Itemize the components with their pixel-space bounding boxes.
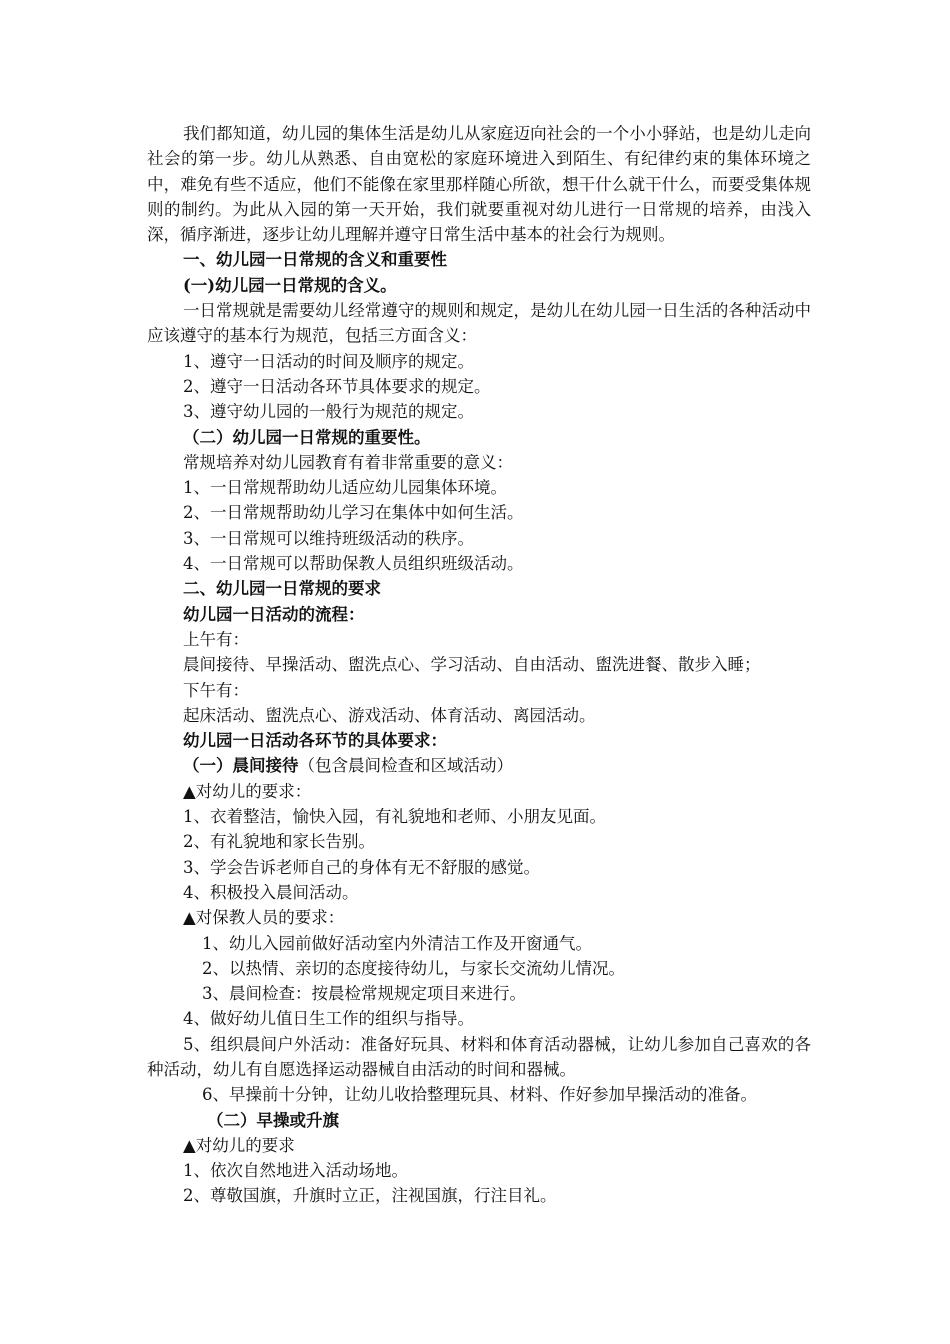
part1-child-label: ▲对幼儿的要求： (183, 781, 312, 801)
part1-heading-note: （包含晨间检查和区域活动） (298, 756, 513, 776)
afternoon-list: 起床活动、盥洗点心、游戏活动、体育活动、离园活动。 (183, 705, 596, 725)
list-item: 4、一日常规可以帮助保教人员组织班级活动。 (183, 554, 524, 574)
section1-sub1-paragraph: 一日常规就是需要幼儿经常遵守的规则和规定，是幼儿在幼儿园一日生活的各种活动中应该遵守的基本行为规范，包括三方面含义： (147, 301, 811, 346)
section2-heading: 二、幼儿园一日常规的要求 (183, 579, 381, 599)
list-item: 4、做好幼儿值日生工作的组织与指导。 (183, 1009, 474, 1029)
list-item: 2、以热情、亲切的态度接待幼儿，与家长交流幼儿情况。 (202, 958, 625, 978)
list-item: 1、一日常规帮助幼儿适应幼儿园集体环境。 (183, 478, 507, 498)
part1-heading-title: （一）晨间接待 (183, 756, 299, 776)
detail-heading: 幼儿园一日活动各环节的具体要求： (183, 731, 447, 751)
part2-heading: （二）早操或升旗 (207, 1110, 339, 1130)
intro-paragraph: 我们都知道，幼儿园的集体生活是幼儿从家庭迈向社会的一个小小驿站，也是幼儿走向社会的第一步。幼儿从熟悉、自由宽松的家庭环境进入到陌生、有纪律约束的集体环境之中，难免有些不适应，他们不能像在家里那样随心所欲，想干什么就干什么，而要受集体规则的制约。为此从入园的第一天开始，我们就要重视对幼儿进行一日常规的培养，由浅入深，循序渐进，逐步让幼儿理解并遵守日常生活中基本的社会行为规则。 (147, 124, 811, 245)
section1-sub2-heading: （二）幼儿园一日常规的重要性。 (183, 427, 431, 447)
list-item: 3、晨间检查：按晨检常规规定项目来进行。 (202, 984, 526, 1004)
list-item: 6、早操前十分钟，让幼儿收拾整理玩具、材料、作好参加早操活动的准备。 (202, 1085, 757, 1105)
morning-list: 晨间接待、早操活动、盥洗点心、学习活动、自由活动、盥洗进餐、散步入睡； (183, 655, 761, 675)
list-item: 4、积极投入晨间活动。 (183, 882, 359, 902)
list-item: 1、衣着整洁，愉快入园，有礼貌地和老师、小朋友见面。 (183, 807, 606, 827)
list-item: 2、有礼貌地和家长告别。 (183, 832, 375, 852)
section1-sub2-paragraph: 常规培养对幼儿园教育有着非常重要的意义： (183, 452, 513, 472)
afternoon-label: 下午有： (183, 680, 249, 700)
list-item: 2、遵守一日活动各环节具体要求的规定。 (183, 376, 491, 396)
list-item: 1、遵守一日活动的时间及顺序的规定。 (183, 351, 474, 371)
list-item: 1、依次自然地进入活动场地。 (183, 1161, 408, 1181)
list-item: 5、组织晨间户外活动：准备好玩具、材料和体育活动器械，让幼儿参加自己喜欢的各种活动，幼儿有自愿选择运动器械自由活动的时间和器械。 (147, 1034, 811, 1079)
list-item: 3、学会告诉老师自己的身体有无不舒服的感觉。 (183, 857, 540, 877)
part1-staff-label: ▲对保教人员的要求： (183, 908, 345, 928)
section1-sub1-heading: (一)幼儿园一日常规的含义。 (183, 275, 397, 295)
section1-heading: 一、幼儿园一日常规的含义和重要性 (183, 250, 447, 270)
list-item: 1、幼儿入园前做好活动室内外清洁工作及开窗通气。 (202, 933, 592, 953)
part2-child-label: ▲对幼儿的要求 (183, 1135, 295, 1155)
list-item: 2、一日常规帮助幼儿学习在集体中如何生活。 (183, 503, 524, 523)
flow-heading: 幼儿园一日活动的流程： (183, 604, 365, 624)
part1-heading (147, 753, 811, 778)
list-item: 3、一日常规可以维持班级活动的秩序。 (183, 528, 474, 548)
list-item: 2、尊敬国旗，升旗时立正，注视国旗，行注目礼。 (183, 1186, 557, 1206)
morning-label: 上午有： (183, 629, 249, 649)
list-item: 3、遵守幼儿园的一般行为规范的规定。 (183, 402, 474, 422)
document-page (147, 121, 811, 1209)
